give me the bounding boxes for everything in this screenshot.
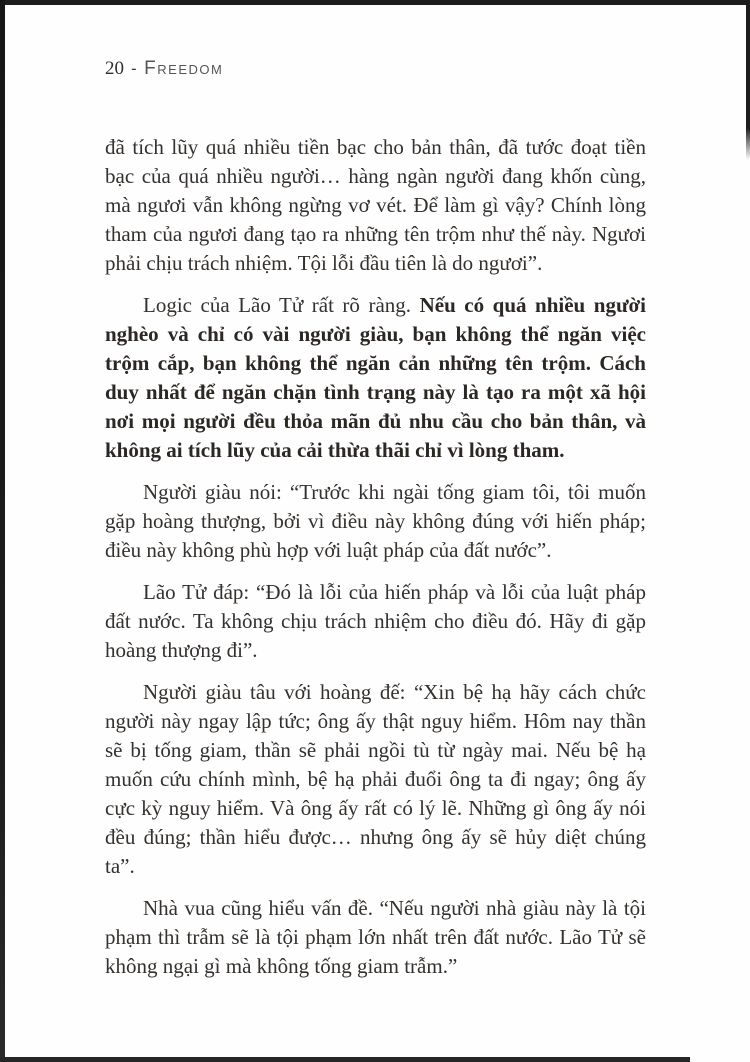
- text-segment: Nhà vua cũng hiểu vấn đề. “Nếu người nhà giàu này là tội phạm thì trẫm sẽ là tội phạm lớn nhất trên đất nước. Lão Tử sẽ không ngại gì mà không tống giam trẫm.”: [105, 896, 646, 978]
- paragraph: [105, 133, 646, 278]
- scan-edge-left: [0, 0, 5, 1062]
- bold-text-segment: Nếu có quá nhiều người nghèo và chỉ có vài người giàu, bạn không thể ngăn việc trộm cắp, bạn không thể ngăn cản những tên trộm. Cách duy nhất để ngăn chặn tình trạng này là tạo ra một xã hội nơi mọi người đều thỏa mãn đủ nhu cầu cho bản thân, và không ai tích lũy của cải thừa thãi chỉ vì lòng tham.: [105, 293, 647, 462]
- scan-edge-right: [746, 0, 750, 160]
- paragraph: [105, 478, 646, 565]
- paragraph: [105, 678, 646, 881]
- paragraph: [105, 578, 646, 665]
- page-header: [105, 58, 223, 80]
- text-segment: Người giàu nói: “Trước khi ngài tống giam tôi, tôi muốn gặp hoàng thượng, bởi vì điều này không đúng với hiến pháp; điều này không phù hợp với luật pháp của đất nước”.: [105, 480, 646, 562]
- book-title: Freedom: [144, 58, 224, 79]
- text-segment: Logic của Lão Tử rất rõ ràng.: [143, 293, 420, 317]
- page-text: [105, 133, 646, 994]
- page-number: 20: [105, 58, 124, 79]
- header-separator: -: [131, 59, 138, 78]
- paragraph: [105, 291, 646, 465]
- text-segment: đã tích lũy quá nhiều tiền bạc cho bản thân, đã tước đoạt tiền bạc của quá nhiều người… hàng ngàn người đang khốn cùng, mà ngươi vẫn không ngừng vơ vét. Để làm gì vậy? Chính lòng tham của ngươi đang tạo ra những tên trộm như thế này. Ngươi phải chịu trách nhiệm. Tội lỗi đầu tiên là do ngươi”.: [105, 135, 646, 275]
- paragraph: [105, 894, 646, 981]
- text-segment: Lão Tử đáp: “Đó là lỗi của hiến pháp và lỗi của luật pháp đất nước. Ta không chịu trách nhiệm cho điều đó. Hãy đi gặp hoàng thượng đi”.: [105, 580, 646, 662]
- text-segment: Người giàu tâu với hoàng đế: “Xin bệ hạ hãy cách chức người này ngay lập tức; ông ấy thật nguy hiểm. Hôm nay thần sẽ bị tống giam, thần sẽ phải ngồi tù từ ngày mai. Nếu bệ hạ muốn cứu chính mình, bệ hạ phải đuổi ông ta đi ngay; ông ấy cực kỳ nguy hiểm. Và ông ấy rất có lý lẽ. Những gì ông ấy nói đều đúng; thần hiểu được… nhưng ông ấy sẽ hủy diệt chúng ta”.: [105, 680, 646, 878]
- scan-edge-top: [0, 0, 750, 5]
- scan-edge-bottom: [0, 1057, 690, 1062]
